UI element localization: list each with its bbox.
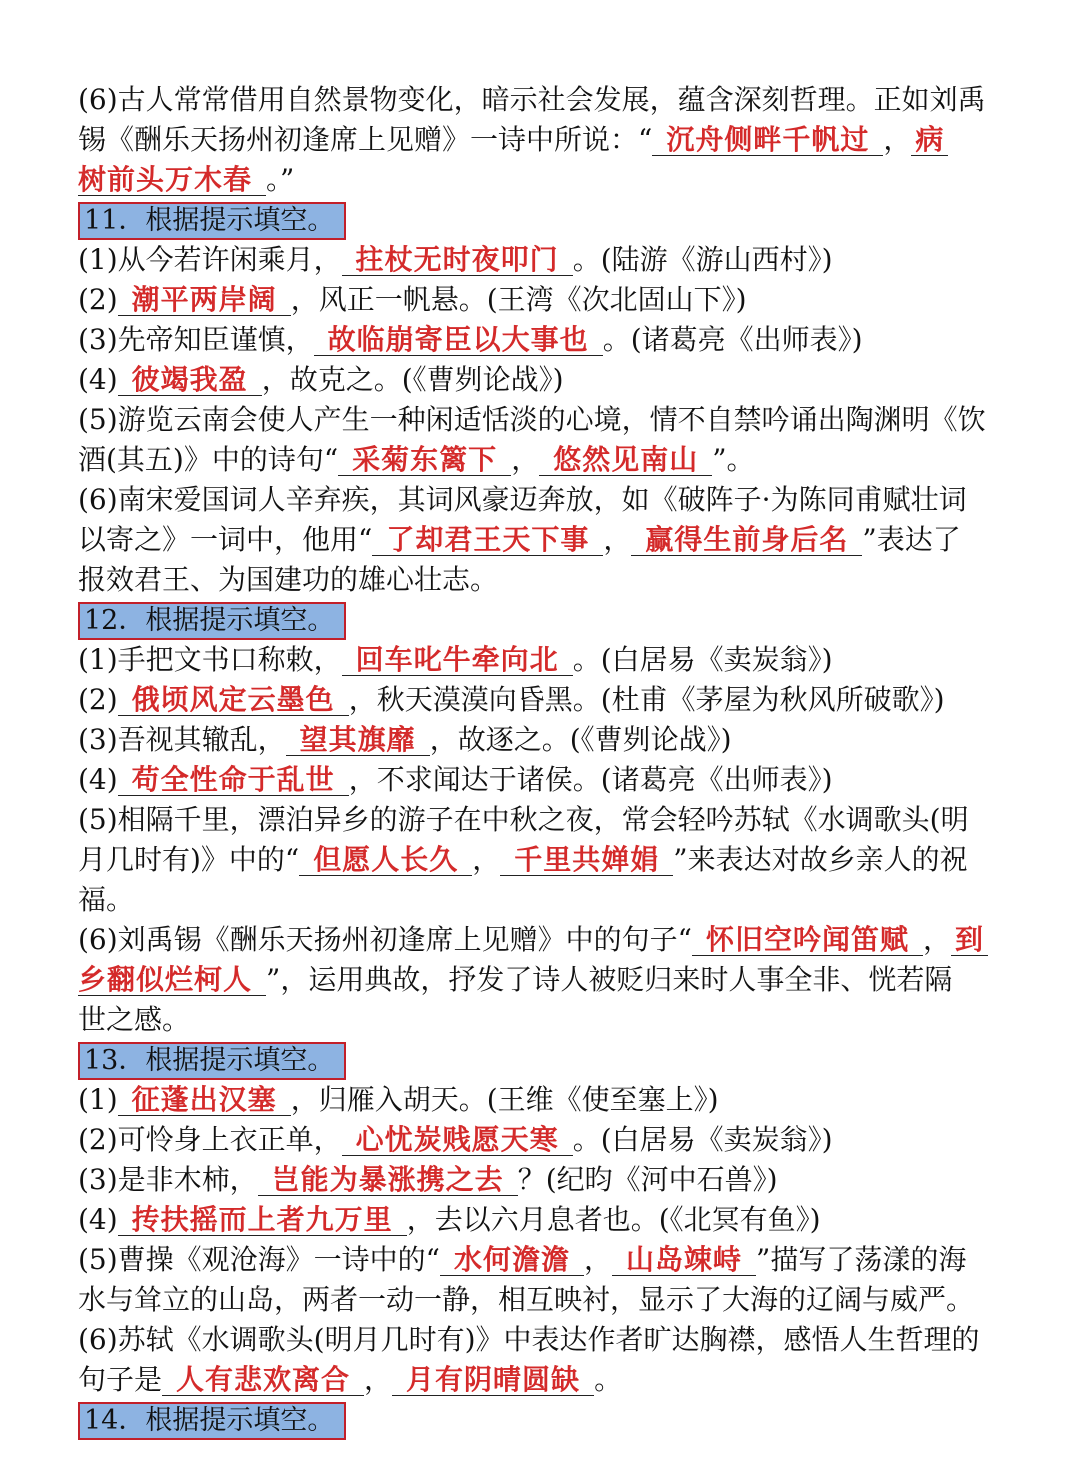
answer-blank: 潮平两岸阔 <box>118 285 291 316</box>
answer-blank: 回车叱牛牵向北 <box>342 645 573 676</box>
question-text: (3)先帝知臣谨慎， <box>78 323 314 356</box>
answer-blank: 彼竭我盈 <box>118 365 262 396</box>
question-text: (6)苏轼《水调歌头(明月几时有)》中表达作者旷达胸襟，感悟人生哲理的 <box>78 1323 980 1356</box>
answer-blank: 月有阴晴圆缺 <box>392 1365 594 1396</box>
text-line <box>78 1080 1008 1120</box>
question-text: 以寄之》一词中，他用“ <box>78 523 373 556</box>
text-line <box>78 840 1008 880</box>
text-line <box>78 920 1008 960</box>
question-text: 。(白居易《卖炭翁》) <box>572 1123 833 1156</box>
punctuation: ， <box>364 1363 393 1396</box>
question-text: (5)曹操《观沧海》一诗中的“ <box>78 1243 440 1276</box>
text-line <box>78 240 1008 280</box>
text-line <box>78 640 1008 680</box>
answer-blank: 到 <box>951 925 988 956</box>
section-header-row <box>78 200 1008 240</box>
question-text: ”来表达对故乡亲人的祝 <box>673 843 968 876</box>
question-text: 水与耸立的山岛，两者一动一静，相互映衬，显示了大海的辽阔与威严。 <box>78 1283 975 1316</box>
punctuation: ， <box>923 923 952 956</box>
question-text: ，不求闻达于诸侯。(诸葛亮《出师表》) <box>348 763 833 796</box>
answer-blank: 俄顷风定云墨色 <box>118 685 349 716</box>
answer-blank: 苟全性命于乱世 <box>118 765 349 796</box>
answer-blank: 抟扶摇而上者九万里 <box>118 1205 407 1236</box>
section-header-row <box>78 600 1008 640</box>
question-text: (1)从今若许闲乘月， <box>78 243 342 276</box>
question-text: 。(诸葛亮《出师表》) <box>602 323 863 356</box>
text-line <box>78 680 1008 720</box>
answer-blank: 山岛竦峙 <box>612 1245 756 1276</box>
answer-blank: 征蓬出汉塞 <box>118 1085 291 1116</box>
question-text: (1) <box>78 1083 118 1116</box>
answer-blank: 故临崩寄臣以大事也 <box>314 325 603 356</box>
question-text: ，故逐之。(《曹刿论战》) <box>429 723 732 756</box>
question-text: (1)手把文书口称敕， <box>78 643 342 676</box>
question-text: (3)吾视其辙乱， <box>78 723 286 756</box>
text-line <box>78 1280 1008 1320</box>
answer-blank: 岂能为暴涨携之去 <box>258 1165 518 1196</box>
text-line <box>78 80 1008 120</box>
question-text: 。(陆游《游山西村》) <box>572 243 833 276</box>
punctuation: ， <box>883 123 912 156</box>
question-text: (3)是非木柿， <box>78 1163 258 1196</box>
question-text: 。(白居易《卖炭翁》) <box>572 643 833 676</box>
answer-blank: 沉舟侧畔千帆过 <box>652 125 883 156</box>
text-line <box>78 720 1008 760</box>
question-text: ”，运用典故，抒发了诗人被贬归来时人事全非、恍若隔 <box>266 963 953 996</box>
worksheet <box>78 80 1008 1440</box>
text-line <box>78 400 1008 440</box>
answer-blank: 心忧炭贱愿天寒 <box>342 1125 573 1156</box>
question-text: 报效君王、为国建功的雄心壮志。 <box>78 563 499 596</box>
text-line <box>78 360 1008 400</box>
question-text: ”表达了 <box>862 523 961 556</box>
question-text: (5)游览云南会使人产生一种闲适恬淡的心境，情不自禁吟诵出陶渊明《饮 <box>78 403 986 436</box>
text-line <box>78 1200 1008 1240</box>
question-text: ，去以六月息者也。(《北冥有鱼》) <box>406 1203 821 1236</box>
question-text: (2)可怜身上衣正单， <box>78 1123 342 1156</box>
question-text: (6)刘禹锡《酬乐天扬州初逢席上见赠》中的句子“ <box>78 923 692 956</box>
text-line <box>78 800 1008 840</box>
text-line <box>78 120 1008 160</box>
section-header: 11．根据提示填空。 <box>78 202 346 240</box>
answer-blank: 拄杖无时夜叩门 <box>342 245 573 276</box>
question-text: 锡《酬乐天扬州初逢席上见赠》一诗中所说：“ <box>78 123 653 156</box>
answer-blank: 千里共婵娟 <box>500 845 673 876</box>
punctuation: ， <box>603 523 632 556</box>
text-line <box>78 560 1008 600</box>
punctuation: ， <box>584 1243 613 1276</box>
text-line <box>78 1120 1008 1160</box>
question-text: 酒(其五)》中的诗句“ <box>78 443 339 476</box>
question-text: 句子是 <box>78 1363 163 1396</box>
question-text: ，秋天漠漠向昏黑。(杜甫《茅屋为秋风所破歌》) <box>348 683 945 716</box>
text-line <box>78 440 1008 480</box>
section-header: 13．根据提示填空。 <box>78 1042 346 1080</box>
section-header-row <box>78 1400 1008 1440</box>
answer-blank: 乡翻似烂柯人 <box>78 965 266 996</box>
answer-blank: 望其旗靡 <box>286 725 430 756</box>
question-text: 世之感。 <box>78 1003 191 1036</box>
text-line <box>78 1000 1008 1040</box>
question-text: ，归雁入胡天。(王维《使至塞上》) <box>290 1083 719 1116</box>
question-text: (4) <box>78 763 118 796</box>
answer-blank: 赢得生前身后名 <box>631 525 862 556</box>
section-header-row <box>78 1040 1008 1080</box>
text-line <box>78 160 1008 200</box>
question-text: (4) <box>78 363 118 396</box>
answer-blank: 人有悲欢离合 <box>162 1365 364 1396</box>
question-text: (2) <box>78 283 118 316</box>
question-text: ，风正一帆悬。(王湾《次北固山下》) <box>290 283 747 316</box>
punctuation: 。 <box>594 1363 623 1396</box>
section-header: 14．根据提示填空。 <box>78 1402 346 1440</box>
answer-blank: 了却君王天下事 <box>372 525 603 556</box>
answer-blank: 水何澹澹 <box>440 1245 584 1276</box>
text-line <box>78 1360 1008 1400</box>
punctuation: 。” <box>266 163 295 196</box>
answer-blank: 采菊东篱下 <box>338 445 511 476</box>
question-text: 月几时有)》中的“ <box>78 843 300 876</box>
question-text: ？(纪昀《河中石兽》) <box>517 1163 778 1196</box>
text-line <box>78 880 1008 920</box>
text-line <box>78 480 1008 520</box>
question-text: (6)南宋爱国词人辛弃疾，其词风豪迈奔放，如《破阵子·为陈同甫赋壮词 <box>78 483 967 516</box>
question-text: ，故克之。(《曹刿论战》) <box>261 363 564 396</box>
text-line <box>78 280 1008 320</box>
text-line <box>78 960 1008 1000</box>
answer-blank: 树前头万木春 <box>78 165 266 196</box>
answer-blank: 怀旧空吟闻笛赋 <box>692 925 923 956</box>
answer-blank: 悠然见南山 <box>539 445 712 476</box>
text-line <box>78 1320 1008 1360</box>
question-text: (2) <box>78 683 118 716</box>
text-line <box>78 760 1008 800</box>
question-text: (4) <box>78 1203 118 1236</box>
text-line <box>78 1240 1008 1280</box>
text-line <box>78 320 1008 360</box>
question-text: 福。 <box>78 883 135 916</box>
punctuation: ”。 <box>712 443 755 476</box>
answer-blank: 但愿人长久 <box>299 845 472 876</box>
section-header: 12．根据提示填空。 <box>78 602 346 640</box>
question-text: (5)相隔千里，漂泊异乡的游子在中秋之夜，常会轻吟苏轼《水调歌头(明 <box>78 803 969 836</box>
punctuation: ， <box>472 843 501 876</box>
question-text: (6)古人常常借用自然景物变化，暗示社会发展，蕴含深刻哲理。正如刘禹 <box>78 83 986 116</box>
text-line <box>78 1160 1008 1200</box>
punctuation: ， <box>511 443 540 476</box>
question-text: ”描写了荡漾的海 <box>756 1243 967 1276</box>
text-line <box>78 520 1008 560</box>
answer-blank: 病 <box>911 125 948 156</box>
